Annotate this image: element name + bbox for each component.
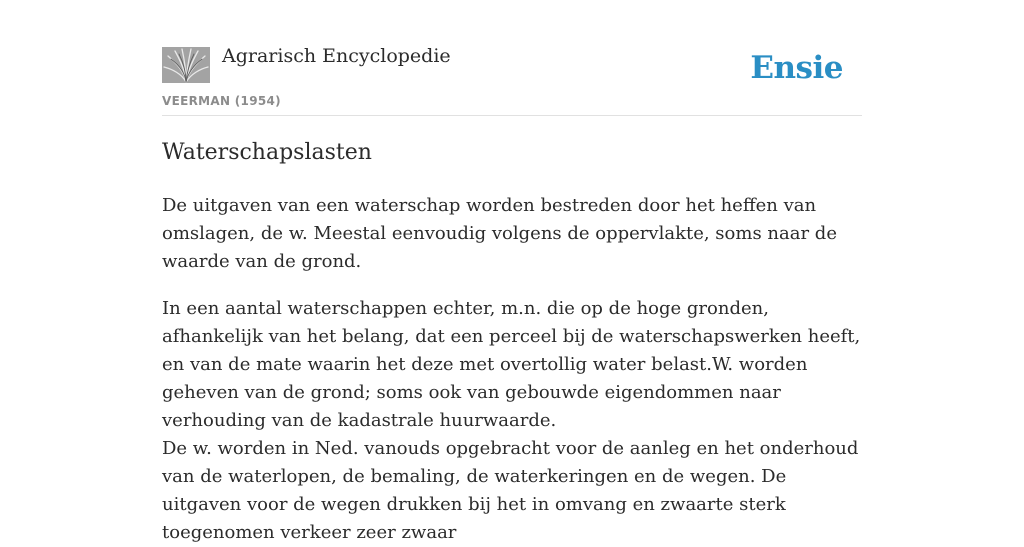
book-title[interactable]: Agrarisch Encyclopedie — [222, 45, 451, 67]
content-container — [162, 0, 862, 543]
article-title: Waterschapslasten — [162, 140, 372, 165]
author-label: VEERMAN (1954) — [162, 94, 281, 108]
page-header — [162, 0, 862, 116]
grain-sheaf-logo-icon[interactable] — [162, 47, 210, 83]
article-paragraph: De uitgaven van een waterschap worden bestreden door het heffen van omslagen, de w. Meestal eenvoudig volgens de oppervlakte, soms naar de waarde van de grond. — [162, 195, 837, 272]
article-paragraph: In een aantal waterschappen echter, m.n. die op de hoge gronden, afhankelijk van het belang, dat een perceel bij de waterschapswerken heeft, en van de mate waarin het deze met overtollig water belast.W. worden geheven van de grond; soms ook van gebouwde eigendommen naar verhouding van de kadastrale huurwaarde. — [162, 298, 861, 431]
article-paragraph: De w. worden in Ned. vanouds opgebracht voor de aanleg en het onderhoud van de waterlopen, de bemaling, de waterkeringen en de wegen. De uitgaven voor de wegen drukken bij het in omvang en zwaarte sterk toegenomen verkeer zeer zwaar — [162, 438, 859, 543]
brand-logo-link[interactable]: Ensie — [750, 50, 843, 86]
